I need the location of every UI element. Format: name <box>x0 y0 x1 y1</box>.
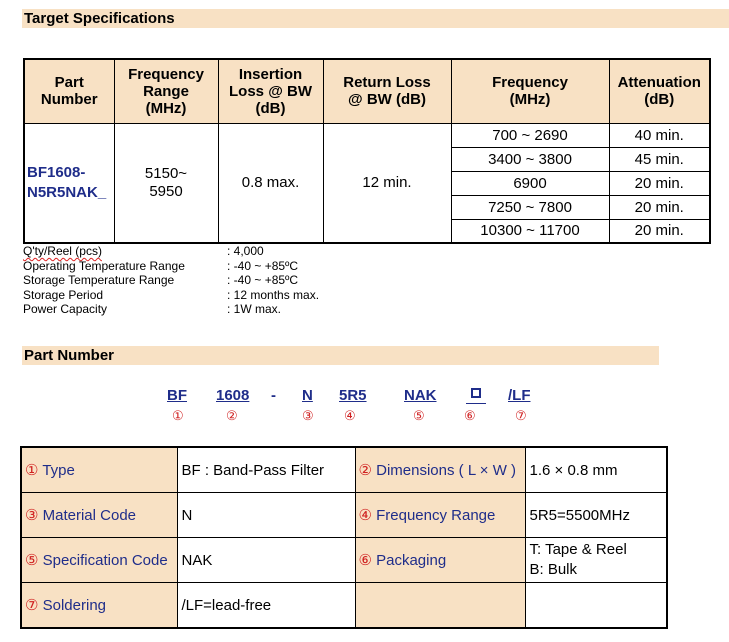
value-specification-code: NAK <box>177 538 355 583</box>
code-segment-size: 1608 <box>216 387 250 404</box>
section-title: Target Specifications <box>24 10 175 27</box>
table-row <box>21 583 667 629</box>
frequency-cell: 700 ~ 2690 <box>451 123 609 147</box>
header-frequency-range: Frequency Range (MHz) <box>114 59 218 123</box>
table-row <box>24 123 710 147</box>
property-value: : 4,000 <box>227 244 264 258</box>
value-material-code: N <box>177 493 355 538</box>
property-key: Storage Temperature Range <box>23 273 175 287</box>
frequency-cell: 6900 <box>451 171 609 195</box>
code-number: ⑥ <box>464 408 476 423</box>
property-value: : -40 ~ +85ºC <box>227 273 299 287</box>
value-type: BF : Band-Pass Filter <box>177 447 355 493</box>
code-number: ④ <box>344 408 356 423</box>
code-segment-frequency: 5R5 <box>339 387 367 404</box>
header-attenuation: Attenuation (dB) <box>609 59 710 123</box>
property-value: : 1W max. <box>227 302 282 316</box>
label-soldering: ⑦ Soldering <box>21 583 177 629</box>
frequency-range-cell: 5150~ 5950 <box>114 123 218 243</box>
part-number-table <box>20 446 668 629</box>
section-header-part-number <box>22 346 659 365</box>
property-key: Operating Temperature Range <box>23 258 185 273</box>
label-frequency-range: ④ Frequency Range <box>355 493 525 538</box>
code-separator: - <box>271 387 276 404</box>
value-packaging: T: Tape & Reel B: Bulk <box>525 538 667 583</box>
code-number: ① <box>172 408 184 423</box>
return-loss-cell: 12 min. <box>323 123 451 243</box>
code-segment-soldering: /LF <box>508 387 531 404</box>
code-segment-material: N <box>302 387 313 404</box>
property-key: Q'ty/Reel (pcs) <box>23 244 102 258</box>
code-number: ⑤ <box>413 408 425 423</box>
header-return-loss: Return Loss @ BW (dB) <box>323 59 451 123</box>
label-dimensions: ② Dimensions ( L × W ) <box>355 447 525 493</box>
header-part-number: Part Number <box>24 59 114 123</box>
packaging-placeholder-icon <box>471 388 481 398</box>
value-dimensions: 1.6 × 0.8 mm <box>525 447 667 493</box>
attenuation-cell: 20 min. <box>609 171 710 195</box>
property-value: : 12 months max. <box>227 287 320 302</box>
section-title: Part Number <box>24 347 115 364</box>
property-key: Power Capacity <box>23 302 108 316</box>
attenuation-cell: 40 min. <box>609 123 710 147</box>
code-number: ③ <box>302 408 314 423</box>
label-empty <box>355 583 525 629</box>
frequency-cell: 10300 ~ 11700 <box>451 219 609 243</box>
attenuation-cell: 20 min. <box>609 219 710 243</box>
table-row <box>21 538 667 583</box>
code-number: ⑦ <box>515 408 527 423</box>
property-value: : -40 ~ +85ºC <box>227 258 299 273</box>
label-packaging: ⑥ Packaging <box>355 538 525 583</box>
property-key: Storage Period <box>23 287 104 302</box>
value-empty <box>525 583 667 629</box>
part-number-cell: BF1608- N5R5NAK_ <box>24 123 114 243</box>
table-row <box>21 493 667 538</box>
table-row <box>21 447 667 493</box>
label-specification-code: ⑤ Specification Code <box>21 538 177 583</box>
code-segment-spec: NAK <box>404 387 437 404</box>
spec-table <box>23 58 711 244</box>
packaging-underline <box>466 403 486 404</box>
attenuation-cell: 20 min. <box>609 195 710 219</box>
attenuation-cell: 45 min. <box>609 147 710 171</box>
value-soldering: /LF=lead-free <box>177 583 355 629</box>
label-material-code: ③ Material Code <box>21 493 177 538</box>
header-frequency: Frequency (MHz) <box>451 59 609 123</box>
frequency-cell: 3400 ~ 3800 <box>451 147 609 171</box>
insertion-loss-cell: 0.8 max. <box>218 123 323 243</box>
section-header-target-specs <box>22 9 729 28</box>
header-insertion-loss: Insertion Loss @ BW (dB) <box>218 59 323 123</box>
code-number: ② <box>226 408 238 423</box>
frequency-cell: 7250 ~ 7800 <box>451 195 609 219</box>
code-segment-bf: BF <box>167 387 187 404</box>
spec-header-row <box>24 59 710 123</box>
value-frequency-range: 5R5=5500MHz <box>525 493 667 538</box>
label-type: ① Type <box>21 447 177 493</box>
